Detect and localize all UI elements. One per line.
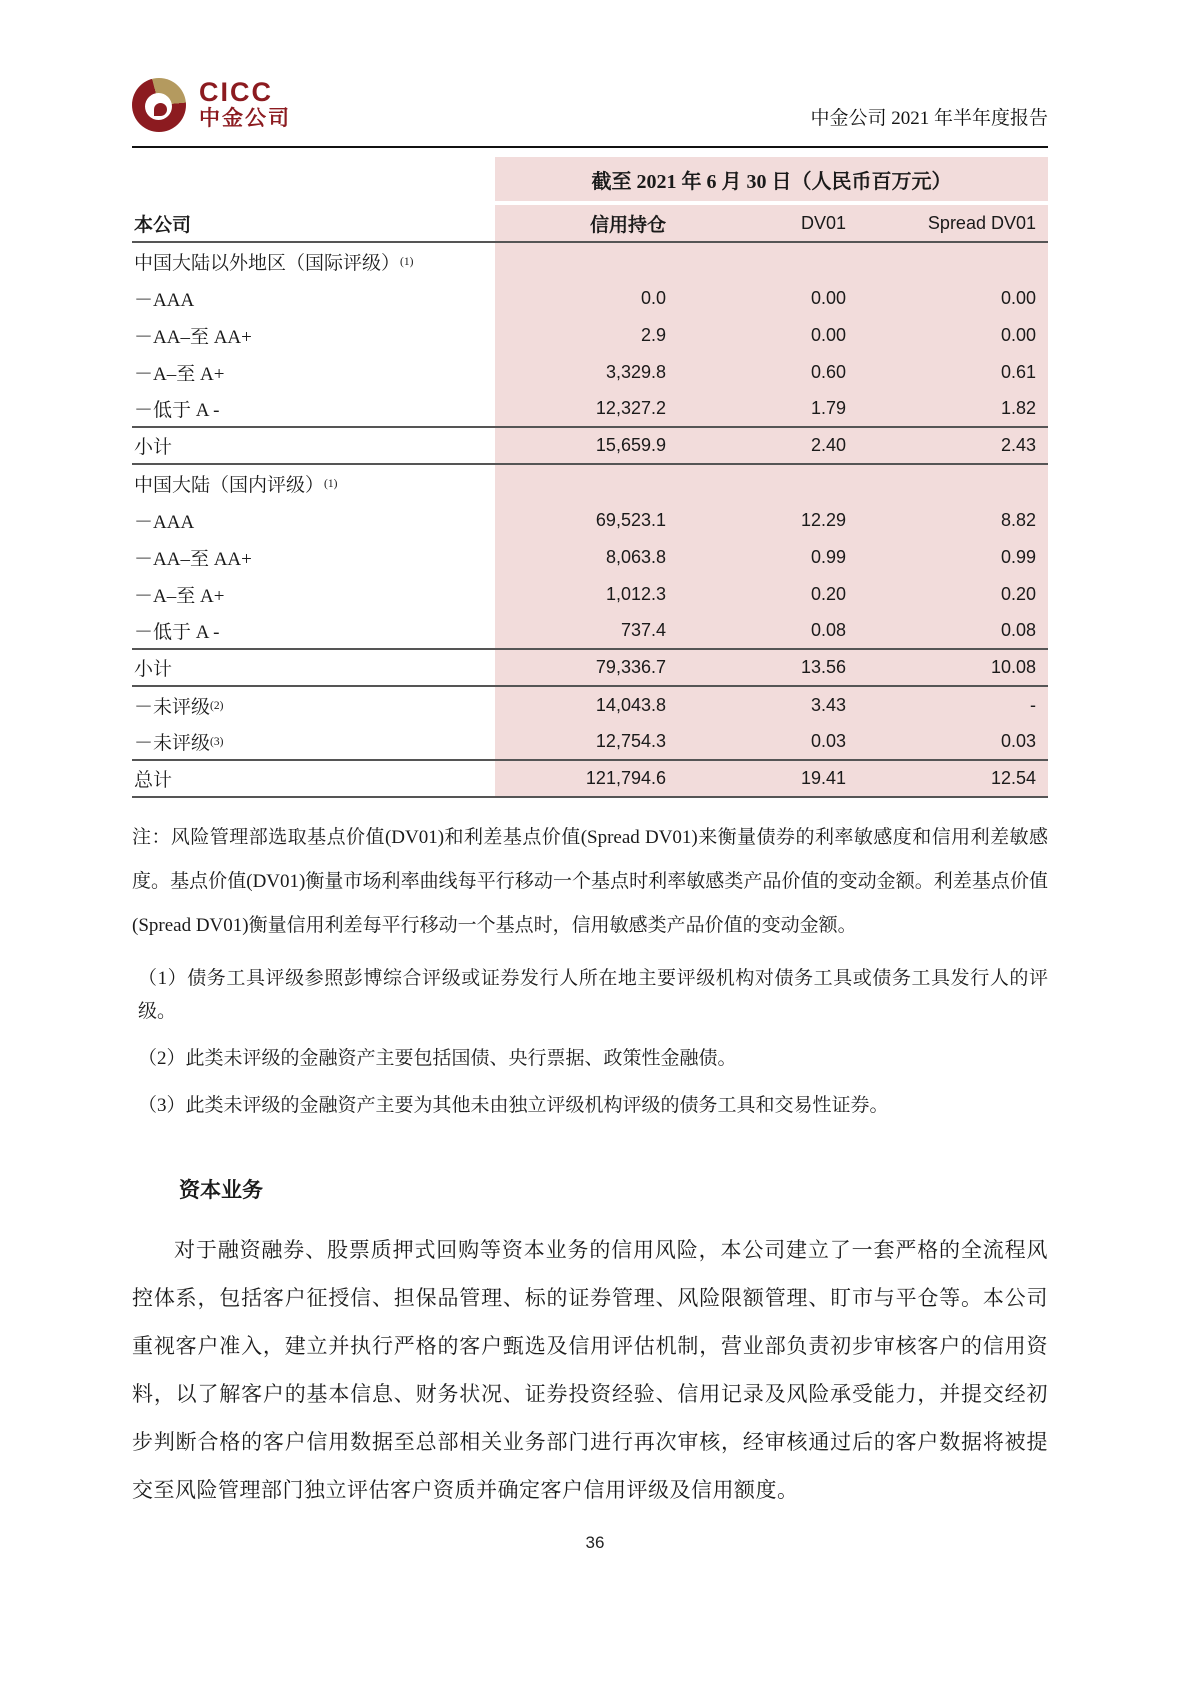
- column-header-label: 本公司: [132, 205, 495, 241]
- row-label: 中国大陆以外地区（国际评级） (1): [132, 243, 495, 280]
- cell-value: 12.54: [858, 761, 1048, 796]
- cell-value: 13.56: [678, 650, 858, 685]
- table-row: [132, 761, 1048, 798]
- table-period-band: [132, 157, 1048, 201]
- row-values: [495, 465, 1048, 502]
- table-row: [132, 687, 1048, 724]
- note-intro: 注：风险管理部选取基点价值(DV01)和利差基点价值(Spread DV01)来衡量债券的利率敏感度和信用利差敏感度。基点价值(DV01)衡量市场利率曲线每平行移动一个基点时利率敏感类产品价值的变动金额。利差基点价值(Spread DV01)衡量信用利差每平行移动一个基点时，信用敏感类产品价值的变动金额。: [132, 827, 1048, 936]
- page-number: 36: [585, 1533, 605, 1552]
- row-values: [495, 243, 1048, 280]
- row-label: －A–至 A+: [132, 576, 495, 613]
- cell-value: 0.99: [678, 539, 858, 576]
- cell-value: [495, 465, 678, 502]
- cell-value: 0.00: [858, 280, 1048, 317]
- cell-value: 69,523.1: [495, 502, 678, 539]
- header-pink: [495, 205, 1048, 241]
- table-row: [132, 317, 1048, 354]
- row-values: [495, 576, 1048, 613]
- brand-name-en: CICC: [199, 77, 273, 108]
- report-title: 中金公司 2021 年半年度报告: [810, 108, 1048, 129]
- note-item-3: （3）此类未评级的金融资产主要为其他未由独立评级机构评级的债务工具和交易性证券。: [138, 1095, 889, 1116]
- cell-value: 14,043.8: [495, 687, 678, 724]
- row-label: 小计: [132, 428, 495, 463]
- cell-value: [678, 243, 858, 280]
- cell-value: 121,794.6: [495, 761, 678, 796]
- row-values: [495, 317, 1048, 354]
- cell-value: 8.82: [858, 502, 1048, 539]
- cell-value: 12,754.3: [495, 724, 678, 759]
- cell-value: 0.60: [678, 354, 858, 391]
- cell-value: [858, 243, 1048, 280]
- table-row: [132, 502, 1048, 539]
- row-label: －AAA: [132, 280, 495, 317]
- cell-value: 12.29: [678, 502, 858, 539]
- row-values: [495, 687, 1048, 724]
- cell-value: [495, 243, 678, 280]
- cell-value: 0.20: [858, 576, 1048, 613]
- cell-value: 15,659.9: [495, 428, 678, 463]
- row-values: [495, 428, 1048, 463]
- cell-value: 1,012.3: [495, 576, 678, 613]
- cell-value: 0.00: [858, 317, 1048, 354]
- note-item-2: （2）此类未评级的金融资产主要包括国债、央行票据、政策性金融债。: [138, 1048, 737, 1069]
- cell-value: 2.40: [678, 428, 858, 463]
- row-label: －低于 A -: [132, 391, 495, 426]
- cicc-logo: [132, 78, 291, 132]
- row-label: 小计: [132, 650, 495, 685]
- section-heading: 资本业务: [179, 1178, 263, 1202]
- cell-value: 0.08: [858, 613, 1048, 648]
- cell-value: 1.79: [678, 391, 858, 426]
- cell-value: [858, 465, 1048, 502]
- row-values: [495, 354, 1048, 391]
- row-label: －AAA: [132, 502, 495, 539]
- row-label: －AA–至 AA+: [132, 539, 495, 576]
- table-body: [132, 243, 1048, 798]
- page-content: [132, 0, 1048, 1514]
- row-values: [495, 391, 1048, 426]
- cell-value: 0.03: [858, 724, 1048, 759]
- cell-value: [678, 465, 858, 502]
- table-row: [132, 354, 1048, 391]
- row-label: 中国大陆（国内评级） (1): [132, 465, 495, 502]
- row-values: [495, 502, 1048, 539]
- cell-value: 8,063.8: [495, 539, 678, 576]
- row-label: －AA–至 AA+: [132, 317, 495, 354]
- table-row: [132, 539, 1048, 576]
- cell-value: 0.03: [678, 724, 858, 759]
- header-divider: [132, 146, 1048, 148]
- cell-value: 0.0: [495, 280, 678, 317]
- cell-value: 79,336.7: [495, 650, 678, 685]
- table-row: [132, 391, 1048, 428]
- cell-value: 0.20: [678, 576, 858, 613]
- table-row: [132, 465, 1048, 502]
- column-header-dv01: DV01: [678, 205, 858, 241]
- cell-value: 0.61: [858, 354, 1048, 391]
- cell-value: 0.00: [678, 280, 858, 317]
- row-values: [495, 650, 1048, 685]
- page-header: [132, 0, 1048, 132]
- brand-text: [199, 79, 291, 130]
- cell-value: -: [858, 687, 1048, 724]
- column-header-spread-dv01: Spread DV01: [858, 205, 1048, 241]
- cell-value: 0.99: [858, 539, 1048, 576]
- cell-value: 3,329.8: [495, 354, 678, 391]
- band-pink: [495, 157, 1048, 201]
- period-header: 截至 2021 年 6 月 30 日（人民币百万元）: [495, 157, 1048, 201]
- credit-positions-table: [132, 157, 1048, 798]
- table-row: [132, 724, 1048, 761]
- cell-value: 0.00: [678, 317, 858, 354]
- row-label: －未评级 (2): [132, 687, 495, 724]
- brand-name-zh: 中金公司: [199, 106, 291, 131]
- cell-value: 12,327.2: [495, 391, 678, 426]
- table-row: [132, 243, 1048, 280]
- table-row: [132, 428, 1048, 465]
- cell-value: 10.08: [858, 650, 1048, 685]
- capital-business-section: [132, 1174, 1048, 1514]
- cell-value: 737.4: [495, 613, 678, 648]
- column-header-credit-position: 信用持仓: [495, 205, 678, 241]
- row-values: [495, 539, 1048, 576]
- row-label: －低于 A -: [132, 613, 495, 648]
- table-row: [132, 280, 1048, 317]
- table-row: [132, 613, 1048, 650]
- cell-value: 19.41: [678, 761, 858, 796]
- row-label: －A–至 A+: [132, 354, 495, 391]
- cicc-logo-icon: [132, 78, 186, 132]
- table-row: [132, 650, 1048, 687]
- table-header-row: [132, 205, 1048, 243]
- cell-value: 0.08: [678, 613, 858, 648]
- row-values: [495, 280, 1048, 317]
- row-label: 总计: [132, 761, 495, 796]
- table-row: [132, 576, 1048, 613]
- cell-value: 1.82: [858, 391, 1048, 426]
- section-paragraph: 对于融资融券、股票质押式回购等资本业务的信用风险，本公司建立了一套严格的全流程风控体系，包括客户征授信、担保品管理、标的证券管理、风险限额管理、盯市与平仓等。本公司重视客户准入，建立并执行严格的客户甄选及信用评估机制，营业部负责初步审核客户的信用资料，以了解客户的基本信息、财务状况、证券投资经验、信用记录及风险承受能力，并提交经初步判断合格的客户信用数据至总部相关业务部门进行再次审核，经审核通过后的客户数据将被提交至风险管理部门独立评估客户资质并确定客户信用评级及信用额度。: [132, 1238, 1048, 1502]
- row-label: －未评级 (3): [132, 724, 495, 759]
- row-values: [495, 724, 1048, 759]
- row-values: [495, 761, 1048, 796]
- cell-value: 3.43: [678, 687, 858, 724]
- band-spacer: [132, 157, 495, 201]
- note-item-1: （1）债务工具评级参照彭博综合评级或证券发行人所在地主要评级机构对债务工具或债务工具发行人的评级。: [138, 968, 1048, 1022]
- cell-value: 2.9: [495, 317, 678, 354]
- row-values: [495, 613, 1048, 648]
- cell-value: 2.43: [858, 428, 1048, 463]
- table-notes: [132, 816, 1048, 1122]
